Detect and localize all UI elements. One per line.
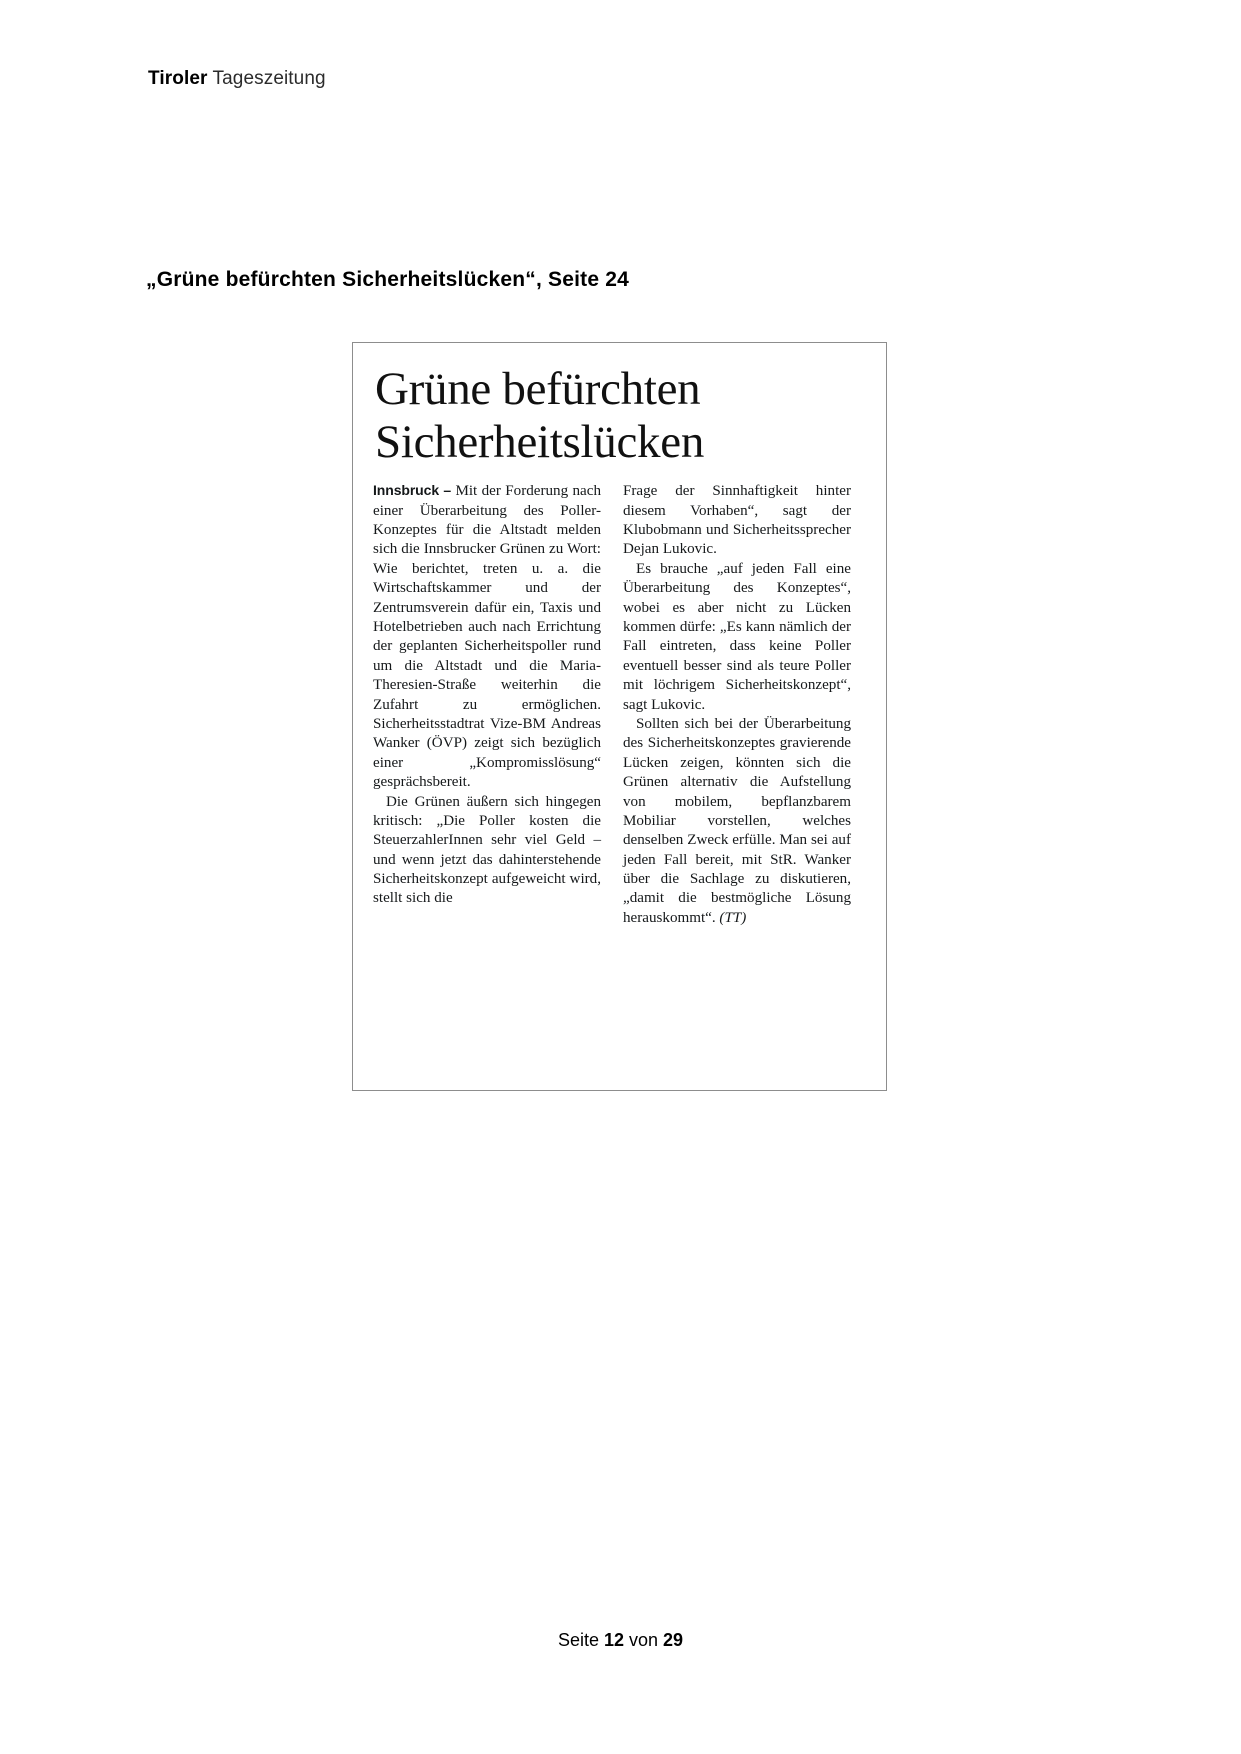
page-footer	[0, 1630, 1241, 1651]
footer-prefix: Seite	[557, 1630, 604, 1650]
footer-total-pages: 29	[663, 1630, 684, 1650]
masthead-brand: Tiroler	[148, 68, 208, 89]
clipping-column-left	[373, 482, 601, 909]
clipping-paragraph-text: Sollten sich bei der Überarbeitung des Sicherheitskonzeptes gravierende Lücken zeigen, könnten sich die Grünen alternativ die Aufstellung von mobilem, bepflanzbarem Mobiliar vorstellen, welches denselben Zweck erfülle. Man sei auf jeden Fall bereit, mit StR. Wanker über die Sachlage zu diskutieren, „damit die bestmögliche Lösung herauskommt“.	[623, 715, 851, 926]
newspaper-clipping	[352, 342, 887, 1091]
clipping-headline	[375, 363, 866, 468]
clipping-dateline: Innsbruck –	[373, 482, 452, 499]
masthead-subtitle: Tageszeitung	[207, 68, 326, 89]
clipping-paragraph	[373, 482, 601, 792]
clipping-paragraph: Es brauche „auf jeden Fall eine Überarbeitung des Konzeptes“, wobei es aber nicht zu Lücken kommen dürfe: „Es kann nämlich der Fall eintreten, dass keine Poller eventuell besser sind als teure Poller mit löchrigem Sicherheitskonzept“, sagt Lukovic.	[623, 560, 851, 713]
footer-current-page: 12	[603, 1630, 624, 1650]
clipping-paragraph: Frage der Sinnhaftigkeit hinter diesem Vorhaben“, sagt der Klubobmann und Sicherheitssprecher Dejan Lukovic.	[623, 483, 851, 558]
clipping-paragraph-text: Mit der Forderung nach einer Überarbeitung des Poller-Konzeptes für die Altstadt melden sich die Innsbrucker Grünen zu Wort: Wie berichtet, treten u. a. die Wirtschaftskammer und der Zentrumsverein dafür ein, Taxis und Hotelbetrieben auch nach Errichtung der geplanten Sicherheitspoller rund um die Altstadt und die Maria-Theresien-Straße weiterhin die Zufahrt zu ermöglichen. Sicherheitsstadtrat Vize-BM Andreas Wanker (ÖVP) zeigt sich bezüglich einer „Kompromisslösung“ gesprächsbereit.	[373, 483, 601, 791]
clipping-body	[373, 482, 866, 928]
clipping-column-right	[623, 482, 851, 928]
clipping-headline-line-1: Grüne befürchten	[375, 363, 701, 415]
masthead	[148, 68, 326, 90]
clipping-credit: (TT)	[719, 909, 747, 926]
clipping-paragraph: Die Grünen äußern sich hingegen kritisch: „Die Poller kosten die SteuerzahlerInnen sehr viel Geld – und wenn jetzt das dahinterstehende Sicherheitskonzept aufgeweicht wird, stellt sich die	[373, 793, 601, 907]
clipping-headline-line-2: Sicherheitslücken	[375, 415, 705, 468]
footer-middle: von	[624, 1630, 664, 1650]
clipping-paragraph	[623, 715, 851, 928]
page-title: „Grüne befürchten Sicherheitslücken“, Seite 24	[146, 268, 630, 291]
